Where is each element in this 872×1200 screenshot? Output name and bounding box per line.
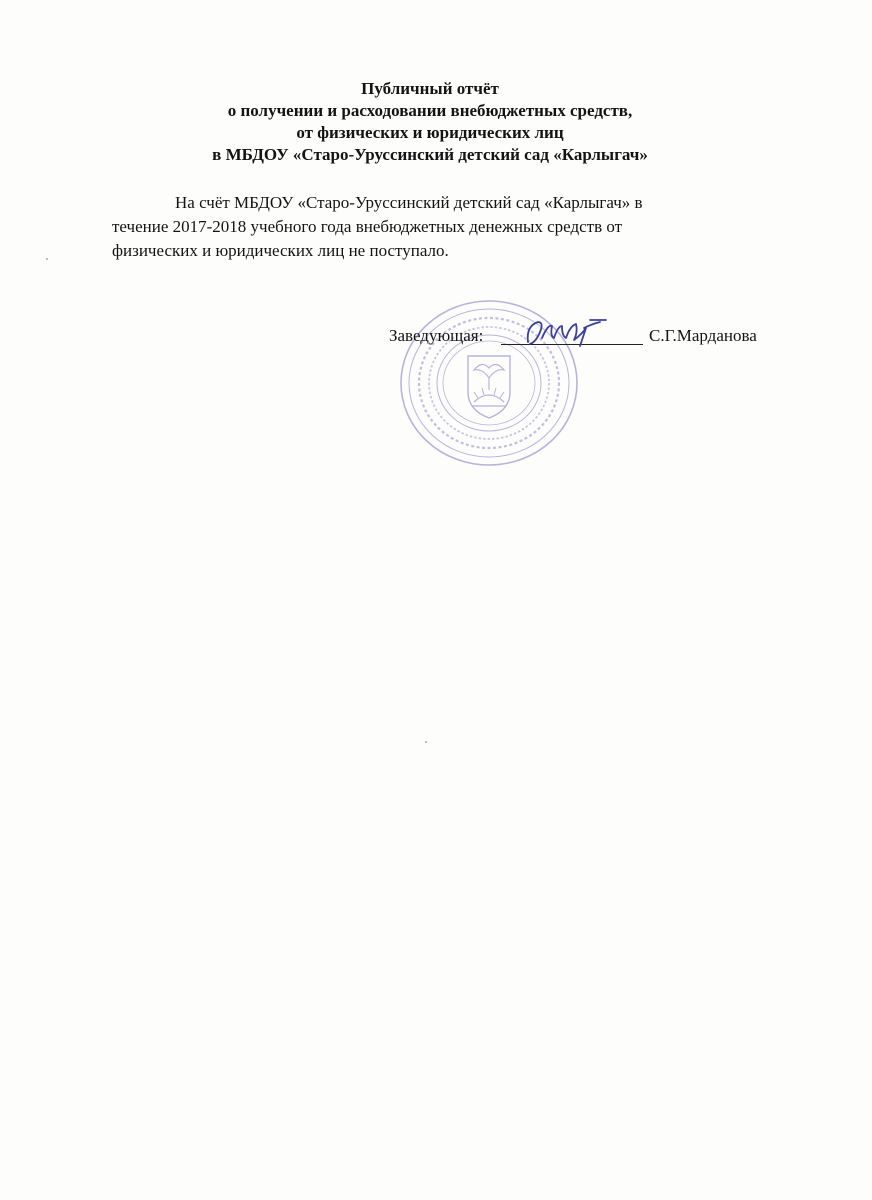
title-line-4: в МБДОУ «Старо-Уруссинский детский сад «Карлыгач»	[212, 145, 648, 164]
body-line-2: течение 2017-2018 учебного года внебюджетных денежных средств от	[112, 217, 623, 236]
body-line-1: На счёт МБДОУ «Старо-Уруссинский детский сад «Карлыгач» в	[175, 193, 643, 212]
signature-row	[389, 324, 849, 352]
signatory-name: С.Г.Марданова	[649, 326, 757, 345]
report-title	[100, 78, 760, 166]
title-line-1: Публичный отчёт	[361, 79, 499, 98]
report-body	[112, 191, 752, 263]
title-line-2: о получении и расходовании внебюджетных средств,	[227, 101, 633, 120]
signature-role-label: Заведующая:	[389, 326, 484, 345]
scan-speck	[425, 741, 427, 743]
scan-speck	[46, 258, 48, 260]
handwritten-signature-icon	[520, 312, 610, 354]
body-line-3: физических и юридических лиц не поступало.	[112, 241, 449, 260]
title-line-3: от физических и юридических лиц	[296, 123, 564, 142]
